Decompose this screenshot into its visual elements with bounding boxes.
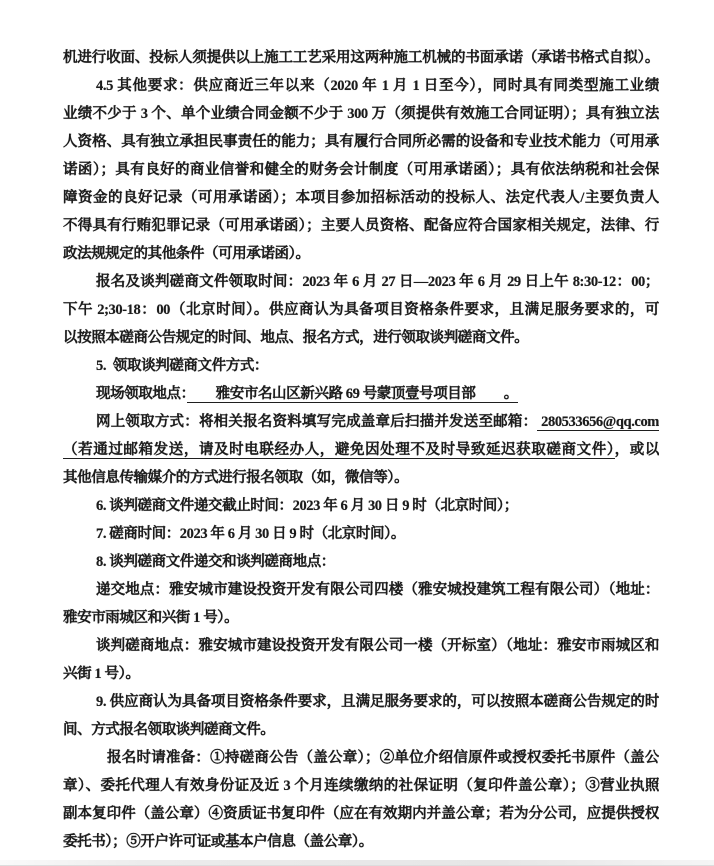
document-line bbox=[63, 184, 659, 212]
document-line bbox=[63, 240, 659, 268]
document-line bbox=[63, 772, 659, 800]
document-line bbox=[63, 660, 659, 688]
text-run: 间、方式报名领取谈判磋商文件。 bbox=[63, 722, 275, 738]
text-run: 不得具有行贿犯罪记录（可用承诺函）；主要人员资格、配备应符合国家相关规定，法律、行 bbox=[63, 218, 659, 234]
text-run: 7. 磋商时间：2023 年 6 月 30 日 9 时（北京时间）。 bbox=[96, 526, 406, 542]
text-run: 业绩不少于 3 个、单个业绩合同金额不少于 300 万（须提供有效施工合同证明）；具有独立法 bbox=[63, 106, 659, 122]
scan-bottom-edge-shadow bbox=[0, 860, 714, 866]
text-run: 诺函）；具有良好的商业信誉和健全的财务会计制度（可用承诺函）；具有依法纳税和社会保 bbox=[63, 162, 659, 178]
text-run: 8. 谈判磋商文件递交和谈判磋商地点： bbox=[96, 554, 335, 570]
document-line bbox=[63, 548, 659, 576]
document-line bbox=[63, 128, 659, 156]
text-run: 章）、委托代理人有效身份证及近 3 个月连续缴纳的社保证明（复印件盖公章）；③营业执照 bbox=[63, 778, 659, 794]
text-run: ，或以 bbox=[614, 442, 659, 458]
text-run: 4.5 其他要求：供应商近三年以来（2020 年 1 月 1 日至今），同时具有同类型施工业绩 bbox=[96, 78, 659, 94]
email-notice: （若通过邮箱发送，请及时电联经办人，避免因处理不及时导致延迟获取磋商文件） bbox=[63, 442, 615, 458]
text-run: 网上领取方式：将相关报名资料填写完成盖章后扫描并发送至邮箱： bbox=[96, 414, 538, 430]
document-line bbox=[63, 492, 659, 520]
text-run: 现场领取地点： bbox=[96, 386, 188, 402]
text-run: 6. 谈判磋商文件递交截止时间：2023 年 6 月 30 日 9 时（北京时间）； bbox=[96, 498, 518, 514]
document-line bbox=[63, 100, 659, 128]
document-line bbox=[63, 828, 659, 856]
text-run: 人资格、具有独立承担民事责任的能力；具有履行合同所必需的设备和专业技术能力（可用承 bbox=[63, 134, 659, 150]
document-line bbox=[63, 212, 659, 240]
document-line bbox=[63, 352, 659, 380]
document-line bbox=[63, 324, 659, 352]
text-run: 副本复印件（盖公章）④资质证书复印件（应在有效期内并盖公章；若为分公司，应提供授权 bbox=[63, 806, 659, 822]
text-run: 其他信息传输媒介的方式进行报名领取（如，微信等）。 bbox=[63, 470, 409, 486]
text-run: 障资金的良好记录（可用承诺函）；本项目参加招标活动的投标人、法定代表人/主要负责人 bbox=[63, 190, 659, 206]
document-line bbox=[63, 604, 659, 632]
document-line bbox=[63, 408, 659, 436]
text-run: 兴街 1 号）。 bbox=[63, 666, 140, 682]
text-run: 下午 2;30-18：00（北京时间）。供应商认为具备项目资格条件要求，且满足服务要求的，可 bbox=[63, 302, 659, 318]
text-run: 9. 供应商认为具备项目资格条件要求，且满足服务要求的，可以按照本磋商公告规定的时 bbox=[96, 694, 659, 710]
document-line bbox=[63, 44, 659, 72]
document-line bbox=[63, 520, 659, 548]
text-run: 雅安市雨城区和兴街 1 号）。 bbox=[63, 610, 239, 626]
document-line bbox=[63, 156, 659, 184]
document-line bbox=[63, 716, 659, 744]
text-run: 报名时请准备：①持磋商公告（盖公章）；②单位介绍信原件或授权委托书原件（盖公 bbox=[107, 750, 659, 766]
document-line bbox=[63, 464, 659, 492]
document-line bbox=[63, 380, 659, 408]
document-line bbox=[63, 688, 659, 716]
text-run: 政法规规定的其他条件（可用承诺函）。 bbox=[63, 246, 310, 262]
document-line bbox=[63, 744, 659, 772]
document-line bbox=[63, 800, 659, 828]
text-run: 5. 领取谈判磋商文件方式： bbox=[96, 358, 269, 374]
document-line bbox=[63, 296, 659, 324]
document-line bbox=[63, 268, 659, 296]
text-run: 以按照本磋商公告规定的时间、地点、报名方式，进行领取谈判磋商文件。 bbox=[63, 330, 529, 346]
text-run: 谈判磋商地点：雅安城市建设投资开发有限公司一楼（开标室）（地址：雅安市雨城区和 bbox=[96, 638, 659, 654]
document-line bbox=[63, 576, 659, 604]
text-run: 委托书）；⑤开户许可证或基本户信息（盖公章）。 bbox=[63, 834, 373, 850]
text-run: 递交地点：雅安城市建设投资开发有限公司四楼（雅安城投建筑工程有限公司）（地址： bbox=[96, 582, 659, 598]
document-line bbox=[63, 72, 659, 100]
email-address: 280533656@qq.com bbox=[537, 414, 659, 430]
document-line bbox=[63, 436, 659, 464]
document-body bbox=[63, 44, 659, 856]
text-run: 机进行收面、投标人须提供以上施工工艺采用这两种施工机械的书面承诺（承诺书格式自拟）。 bbox=[63, 50, 659, 66]
document-line bbox=[63, 632, 659, 660]
text-run: 报名及谈判磋商文件领取时间：2023 年 6 月 27 日—2023 年 6 月 29 日上午 8:30-12：00； bbox=[96, 274, 659, 290]
onsite-pickup-address: 雅安市名山区新兴路 69 号蒙顶壹号项目部 。 bbox=[187, 386, 518, 402]
